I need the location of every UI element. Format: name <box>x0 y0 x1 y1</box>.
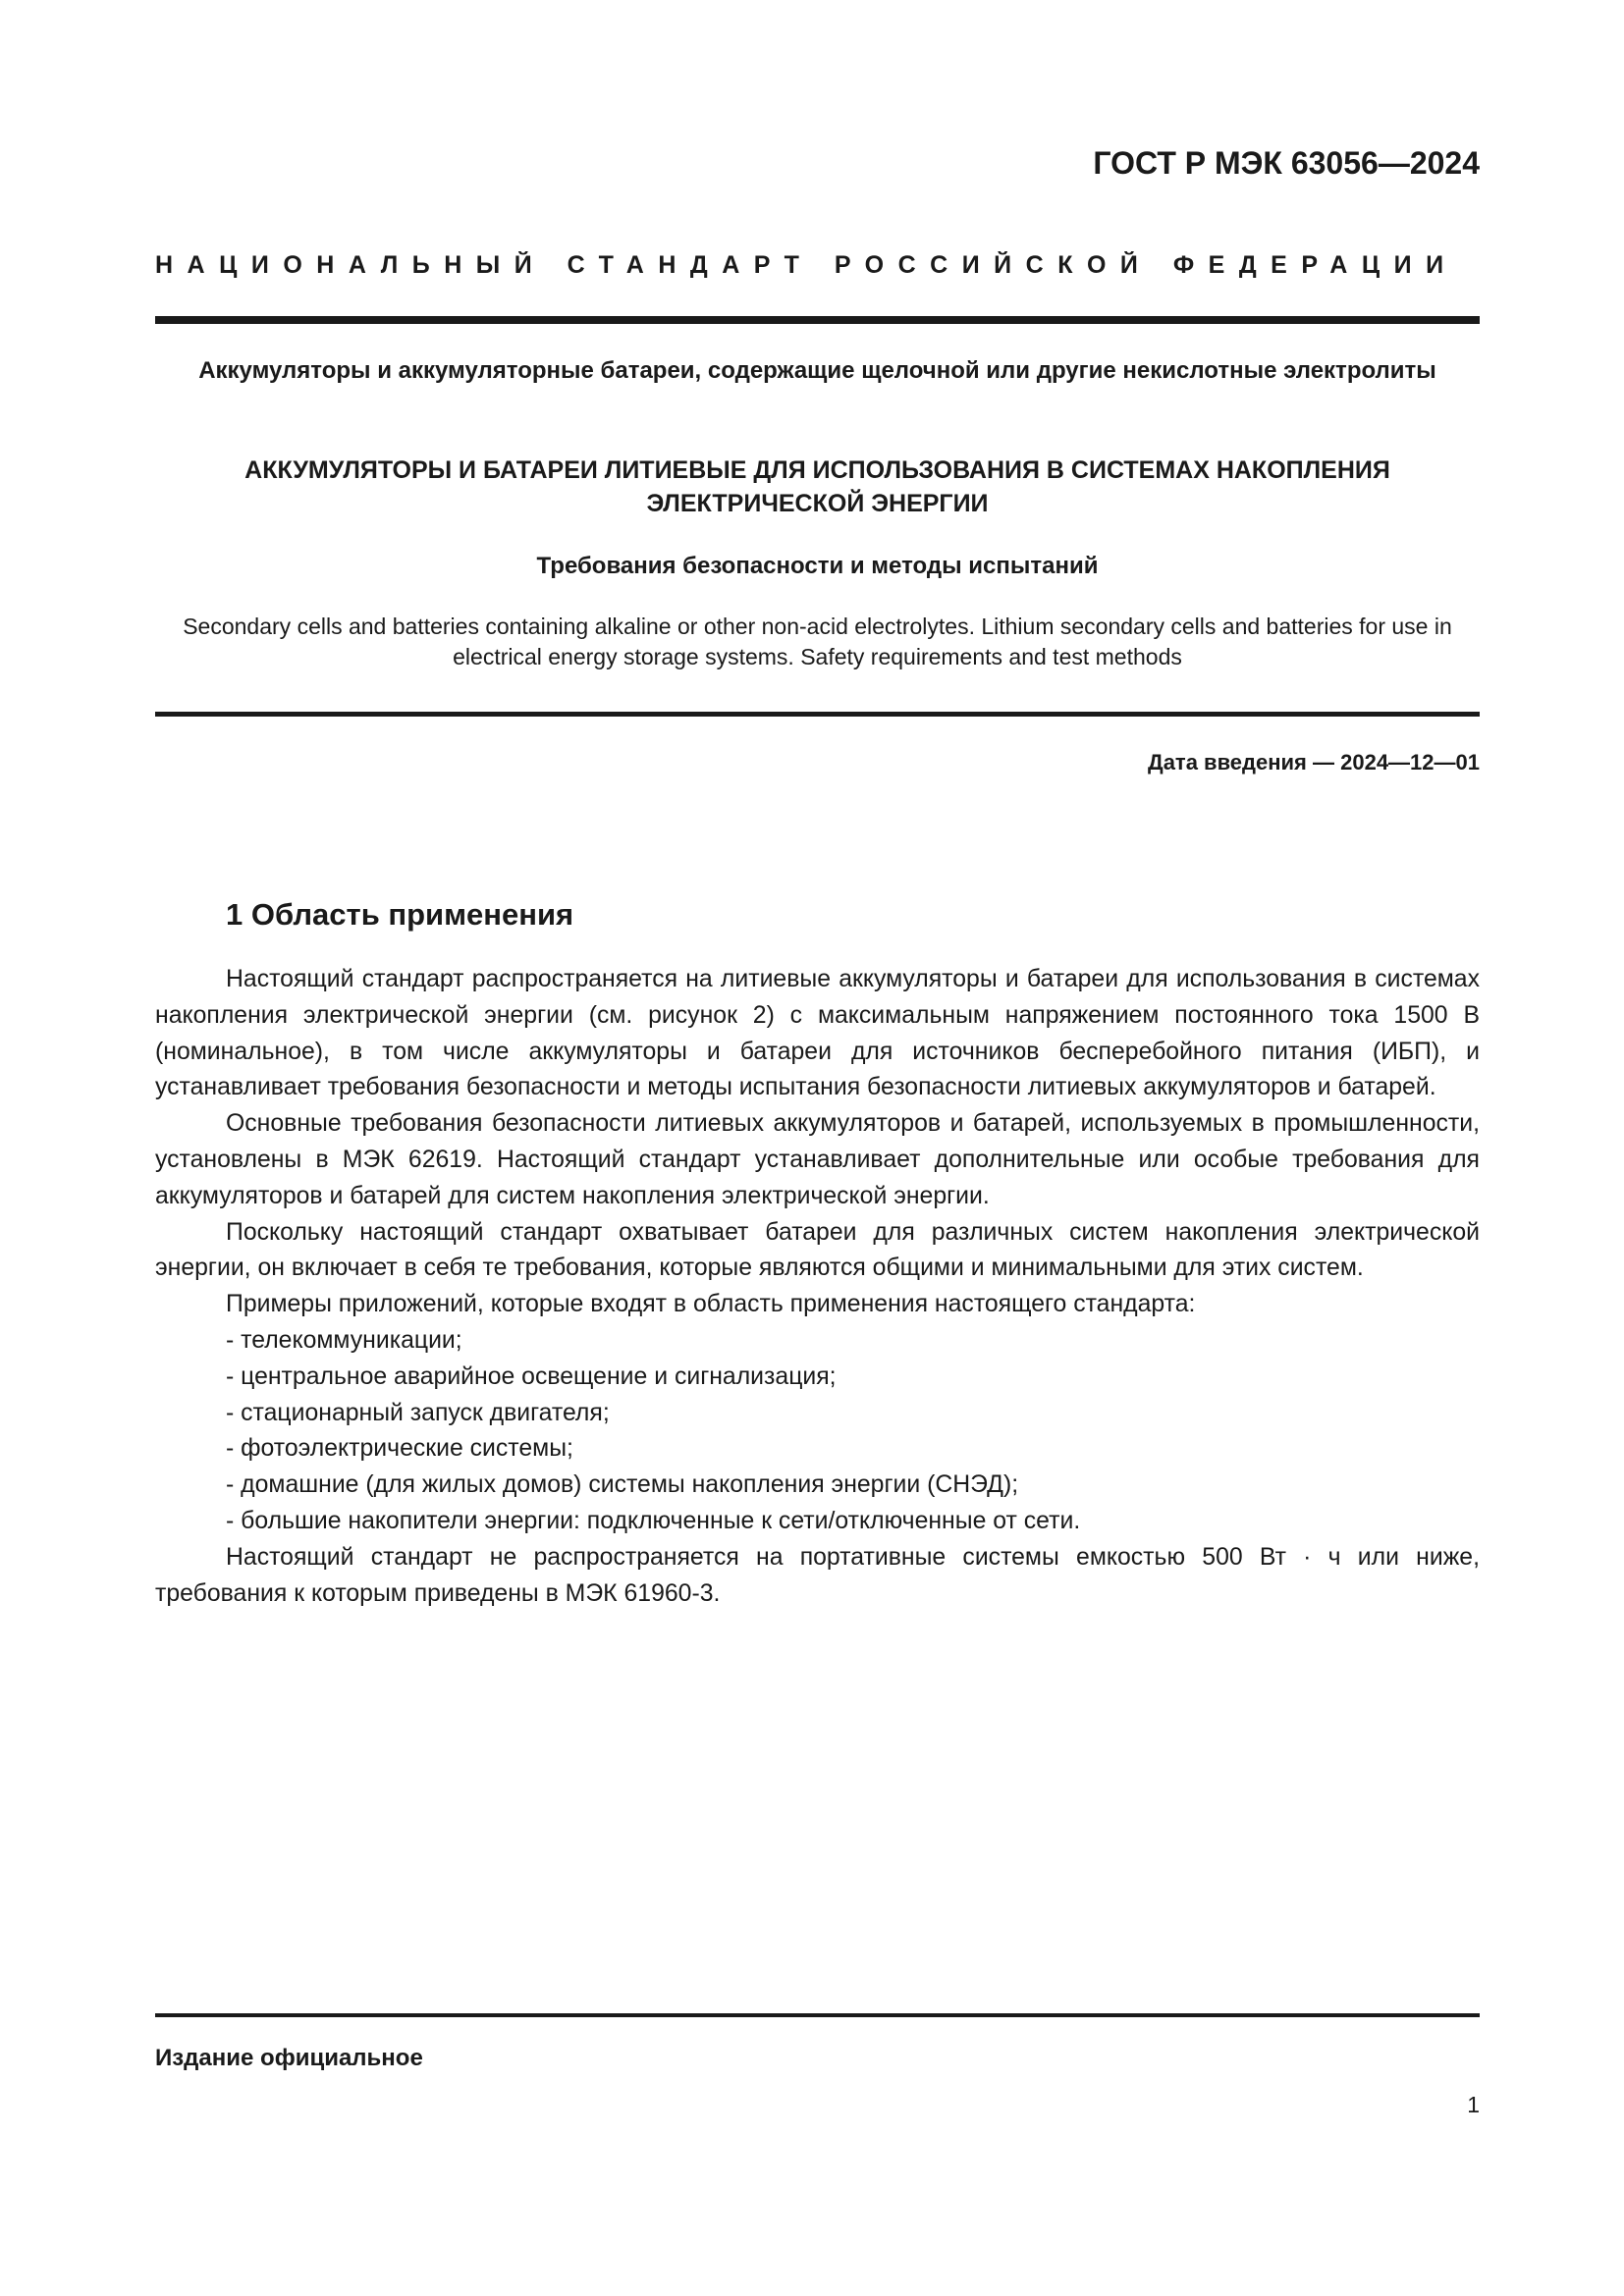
title-divider <box>155 712 1480 717</box>
list-item: - большие накопители энергии: подключенные к сети/отключенные от сети. <box>226 1507 1081 1534</box>
list-item: - стационарный запуск двигателя; <box>226 1399 610 1426</box>
section-body <box>155 962 1480 1612</box>
document-number: ГОСТ Р МЭК 63056—2024 <box>1093 145 1480 181</box>
national-standard-banner: НАЦИОНАЛЬНЫЙ СТАНДАРТ РОССИЙСКОЙ ФЕДЕРАЦИИ <box>155 251 1458 279</box>
list-item: - центральное аварийное освещение и сигнализация; <box>226 1362 837 1390</box>
list-item: - фотоэлектрические системы; <box>226 1435 573 1463</box>
subtitle: Требования безопасности и методы испытаний <box>536 553 1099 579</box>
group-title: Аккумуляторы и аккумуляторные батареи, содержащие щелочной или другие некислотные электролиты <box>198 357 1436 384</box>
paragraph: Настоящий стандарт распространяется на литиевые аккумуляторы и батареи для использования в системах накопления электрической энергии (см. рисунок 2) с максимальным напряжением постоянного тока 1500 В (номинальное), в том числе аккумуляторы и батареи для источников бесперебойного питания (ИБП), и устанавливает требования безопасности и методы испытания безопасности литиевых аккумуляторов и батарей. <box>155 966 1480 1101</box>
edition-label: Издание официальное <box>155 2045 423 2071</box>
paragraph: Основные требования безопасности литиевых аккумуляторов и батарей, используемых в промышленности, установлены в МЭК 62619. Настоящий стандарт устанавливает дополнительные или особые требования для аккумуляторов и батарей для систем накопления электрической энергии. <box>155 1110 1480 1209</box>
paragraph: Поскольку настоящий стандарт охватывает батареи для различных систем накопления электрической энергии, он включает в себя те требования, которые являются общими и минимальными для этих систем. <box>155 1218 1480 1282</box>
page-number: 1 <box>1467 2092 1480 2117</box>
english-title: Secondary cells and batteries containing alkaline or other non-acid electrolytes. Lithium secondary cells and batteries for use in electrical energy storage systems. Safety requirements and test methods <box>183 614 1452 669</box>
footer-divider <box>155 2013 1480 2017</box>
section-heading: 1 Область применения <box>226 897 574 932</box>
applications-list <box>155 1323 1480 1540</box>
introduction-date: Дата введения — 2024—12—01 <box>1148 750 1480 774</box>
main-title: АККУМУЛЯТОРЫ И БАТАРЕИ ЛИТИЕВЫЕ ДЛЯ ИСПОЛЬЗОВАНИЯ В СИСТЕМАХ НАКОПЛЕНИЯ ЭЛЕКТРИЧЕСКОЙ ЭНЕРГИИ <box>244 456 1390 517</box>
list-item: - телекоммуникации; <box>226 1326 462 1354</box>
header-divider <box>155 316 1480 324</box>
paragraph: Настоящий стандарт не распространяется на портативные системы емкостью 500 Вт · ч или ниже, требования к которым приведены в МЭК 61960-3. <box>155 1543 1480 1607</box>
list-item: - домашние (для жилых домов) системы накопления энергии (СНЭД); <box>226 1471 1019 1499</box>
paragraph: Примеры приложений, которые входят в область применения настоящего стандарта: <box>226 1291 1196 1318</box>
